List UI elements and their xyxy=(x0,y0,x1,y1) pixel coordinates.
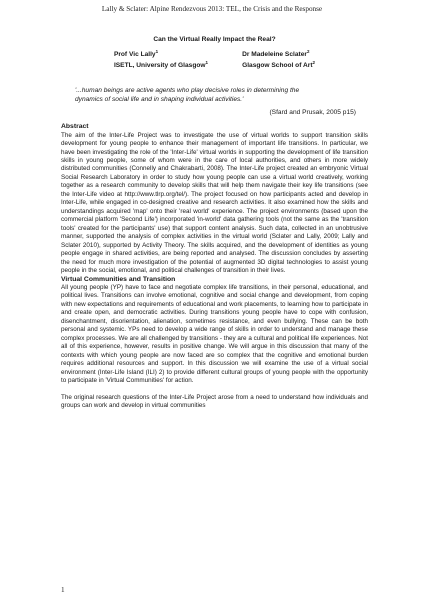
page-number: 1 xyxy=(61,586,65,594)
section-heading-abstract: Abstract xyxy=(61,123,89,131)
author-block xyxy=(61,50,368,71)
author-1-affiliation-sup: 1 xyxy=(205,59,209,65)
author-2-name: Dr Madeleine Sclater xyxy=(242,51,307,58)
author-1 xyxy=(114,50,208,71)
author-1-name: Prof Vic Lally xyxy=(113,51,156,58)
section-heading-virtual-communities: Virtual Communities and Transition xyxy=(61,275,176,283)
body-paragraph-2: The original research questions of the Inter-Life Project arose from a need to understand how individuals and groups can work and develop in virtual communities xyxy=(61,393,368,410)
author-2-affiliation: Glasgow School of Art xyxy=(242,61,313,69)
running-head: Lally & Sclater: Alpine Rendezvous 2013: TEL, the Crisis and the Response xyxy=(101,5,323,13)
author-2-sup: 2 xyxy=(306,48,310,54)
epigraph-quote: '...human beings are active agents who play decisive roles in determining the dynamics of social life and in shaping individual activities.' xyxy=(75,87,300,103)
author-1-sup: 1 xyxy=(155,48,159,54)
author-2-affiliation-sup: 2 xyxy=(312,59,316,65)
paper-body xyxy=(61,36,368,411)
paper-title: Can the Virtual Really Impact the Real? xyxy=(153,36,276,43)
abstract-paragraph: The aim of the Inter-Life Project was to investigate the use of virtual worlds to support transition skills development for young people to enhance their management of important life transitions. In particular, we have been investigating the role of the 'Inter-Life' virtual worlds in supporting the development of life transition skills in young people, some of whom were in the care of local authorities, and others in more widely distributed communities (Connelly and Chakrabarti, 2008). The Inter-Life project created an embryonic Virtual Social Research Laboratory in order to study how young people can use a virtual world creatively, working together as a research community to develop skills that will help them navigate their key life transitions (see the Inter-Life video at http://www.tlrp.org/tel/). The project focused on how participants acted and develop in Inter-Life, while engaged in co-designed creative and research activities. It also examined how the skills and understandings acquired 'map' onto their 'real world' experience. The project environments (based upon the commercial platform 'Second Life') incorporated 'in-world' data gathering tools (not the same as the 'transition tools' created for the participants' use) that support content analysis. Such data, collected in an unobtrusive manner, supported the analysis of complex activities in the virtual world (Sclater and Lally, 2009; Lally and Sclater 2010), supported by Activity Theory. The skills acquired, and the development of identities as young people engage in shared activities, are being reported and analysed. The discussion concludes by asserting the need for much more investigation of the potential of augmented 3D digital technologies to assist young people in the social, emotional, and political challenges of transition in their lives. xyxy=(61,131,368,275)
author-2 xyxy=(242,50,315,71)
author-1-affiliation: ISETL, University of Glasgow xyxy=(113,61,206,69)
epigraph-citation: (Sfard and Prusak, 2005 p15) xyxy=(269,109,356,117)
body-paragraph-1: All young people (YP) have to face and negotiate complex life transitions, in their personal, educational, and political lives. Transitions can involve emotional, cognitive and social change and development, from coping with new expectations and requirements of educational and work placements, to learning how to participate in and create open, and democratic activities. During transitions young people have to cope with confusion, disenchantment, disorientation, alienation, sometimes resistance, and even bullying. These can be both personal and systemic. YPs need to develop a wide range of skills in order to understand and manage these complex processes. We are all challenged by transitions - they are a cultural and political life experiences. Not all of this experience, however, results in positive change. We will argue in this discussion that many of the contexts with which young people are now faced are so complex that the cognitive and emotional burden requires additional resources and support. In this discussion we will examine the use of a virtual social environment (Inter-Life Island (ILI) 2) to provide different cultural groups of young people with the opportunity to participate in 'Virtual Communities' for action. xyxy=(61,283,368,385)
